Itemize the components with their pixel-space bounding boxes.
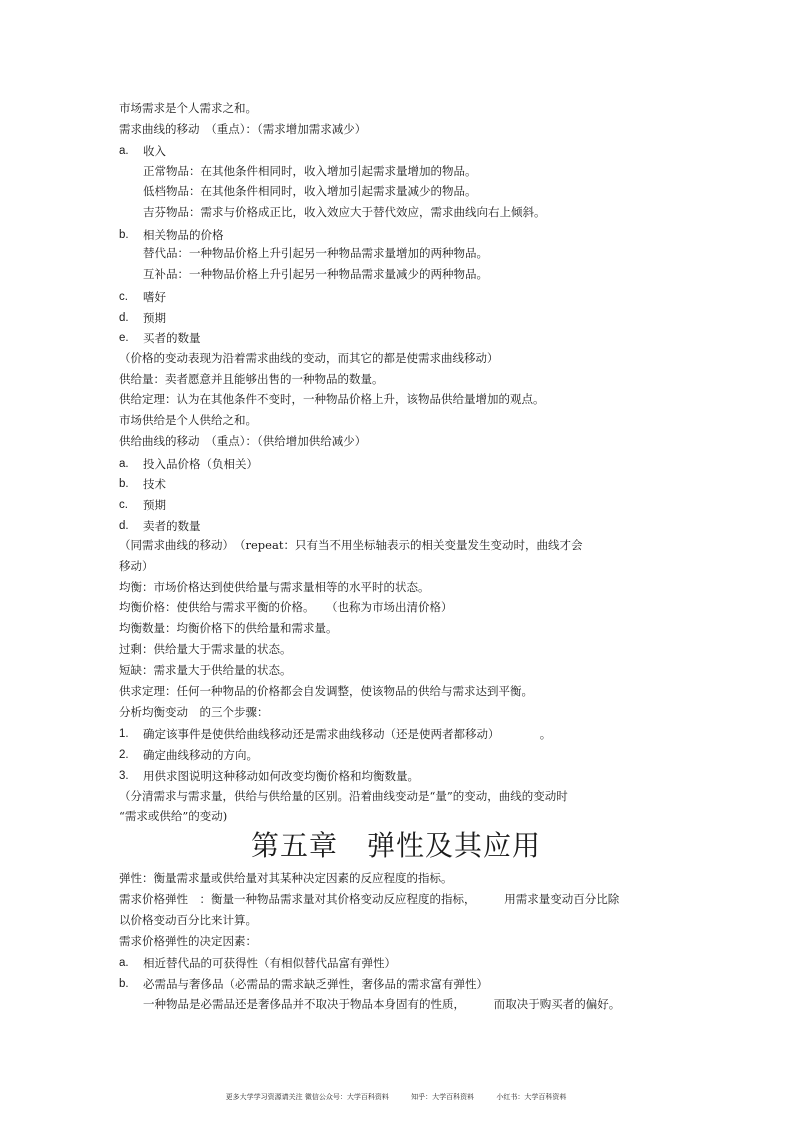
list-marker: c. [119, 499, 128, 511]
list-item: 买者的数量 [143, 331, 201, 345]
footer-xiaohongshu: 小红书：大学百科资料 [496, 1093, 567, 1101]
text-line: 供给量：卖者愿意并且能够出售的一种物品的数量。 [119, 372, 384, 386]
text-line: 供给定理：认为在其他条件不变时，一种物品价格上升，该物品供给量增加的观点。 [119, 392, 545, 406]
text-line: 互补品：一种物品价格上升引起另一种物品需求量减少的两种物品。 [143, 267, 488, 281]
text-line: 需求价格弹性的决定因素： [119, 934, 257, 948]
text-line: 弹性：衡量需求量或供给量对其某种决定因素的反应程度的指标。 [119, 871, 453, 885]
list-item: 确定曲线移动的方向。 [143, 748, 258, 762]
text-line: 分析均衡变动 的三个步骤： [119, 705, 269, 719]
text-line: 一种物品是必需品还是奢侈品并不取决于物品本身固有的性质， 而取决于购买者的偏好。 [143, 997, 621, 1011]
list-item: 预期 [143, 311, 166, 325]
list-item: 卖者的数量 [143, 519, 201, 533]
text-line: （分清需求与需求量，供给与供给量的区别。沿着曲线变动是“量”的变动，曲线的变动时 [119, 789, 568, 803]
list-marker: 2. [119, 749, 129, 761]
text-line: 需求价格弹性 ：衡量一种物品需求量对其价格变动反应程度的指标， 用需求量变动百分比除 [119, 892, 620, 906]
list-item: 必需品与奢侈品（必需品的需求缺乏弹性，奢侈品的需求富有弹性） [143, 977, 488, 991]
footer-wechat: 更多大学学习资源请关注 微信公众号：大学百科资料 [225, 1093, 389, 1101]
text-line: 市场供给是个人供给之和。 [119, 413, 257, 427]
list-marker: c. [119, 291, 128, 303]
text-line: 替代品：一种物品价格上升引起另一种物品需求量增加的两种物品。 [143, 246, 488, 260]
list-marker: a. [119, 957, 129, 969]
text-line: 过剩：供给量大于需求量的状态。 [119, 642, 292, 656]
text-line: 低档物品：在其他条件相同时，收入增加引起需求量减少的物品。 [143, 184, 477, 198]
list-marker: 3. [119, 770, 129, 782]
list-marker: 1. [119, 728, 129, 740]
list-item: 用供求图说明这种移动如何改变均衡价格和均衡数量。 [143, 769, 419, 783]
list-marker: e. [119, 332, 129, 344]
text-line: 均衡：市场价格达到使供给量与需求量相等的水平时的状态。 [119, 580, 430, 594]
list-item: 相关物品的价格 [143, 228, 224, 242]
footer-zhihu: 知乎：大学百科资料 [411, 1093, 475, 1101]
text-line: （同需求曲线的移动） （repeat：只有当不用坐标轴表示的相关变量发生变动时，曲线才会 [119, 538, 583, 552]
page-footer [0, 1092, 792, 1102]
text-line: 短缺：需求量大于供给量的状态。 [119, 663, 292, 677]
list-marker: a. [119, 145, 129, 157]
list-item: 投入品价格（负相关） [143, 457, 258, 471]
list-item: 收入 [143, 144, 166, 158]
list-marker: b. [119, 478, 129, 490]
text-line: 均衡价格：使供给与需求平衡的价格。 （也称为市场出清价格） [119, 600, 453, 614]
text-line: 以价格变动百分比来计算。 [119, 913, 257, 927]
list-item: 相近替代品的可获得性（有相似替代品富有弹性） [143, 956, 396, 970]
text-line: 吉芬物品：需求与价格成正比，收入效应大于替代效应，需求曲线向右上倾斜。 [143, 205, 546, 219]
list-marker: b. [119, 229, 129, 241]
text-line: 移动） [119, 559, 154, 573]
list-item: 预期 [143, 498, 166, 512]
text-line: 供求定理：任何一种物品的价格都会自发调整，使该物品的供给与需求达到平衡。 [119, 684, 533, 698]
list-marker: b. [119, 978, 129, 990]
text-line: 均衡数量：均衡价格下的供给量和需求量。 [119, 621, 338, 635]
list-item: 确定该事件是使供给曲线移动还是需求曲线移动（还是使两者都移动） 。 [143, 727, 552, 741]
text-line: （价格的变动表现为沿着需求曲线的变动，而其它的都是使需求曲线移动） [119, 351, 499, 365]
list-item: 技术 [143, 477, 166, 491]
text-line: 正常物品：在其他条件相同时，收入增加引起需求量增加的物品。 [143, 164, 477, 178]
text-line: “需求或供给”的变动) [119, 809, 228, 823]
list-item: 嗜好 [143, 290, 166, 304]
list-marker: a. [119, 458, 129, 470]
list-marker: d. [119, 520, 129, 532]
list-marker: d. [119, 312, 129, 324]
text-line: 市场需求是个人需求之和。 [119, 101, 257, 115]
text-line: 需求曲线的移动 （重点）：（需求增加需求减少） [119, 122, 367, 136]
chapter-title: 第五章 弹性及其应用 [250, 829, 541, 862]
text-line: 供给曲线的移动 （重点）：（供给增加供给减少） [119, 434, 367, 448]
